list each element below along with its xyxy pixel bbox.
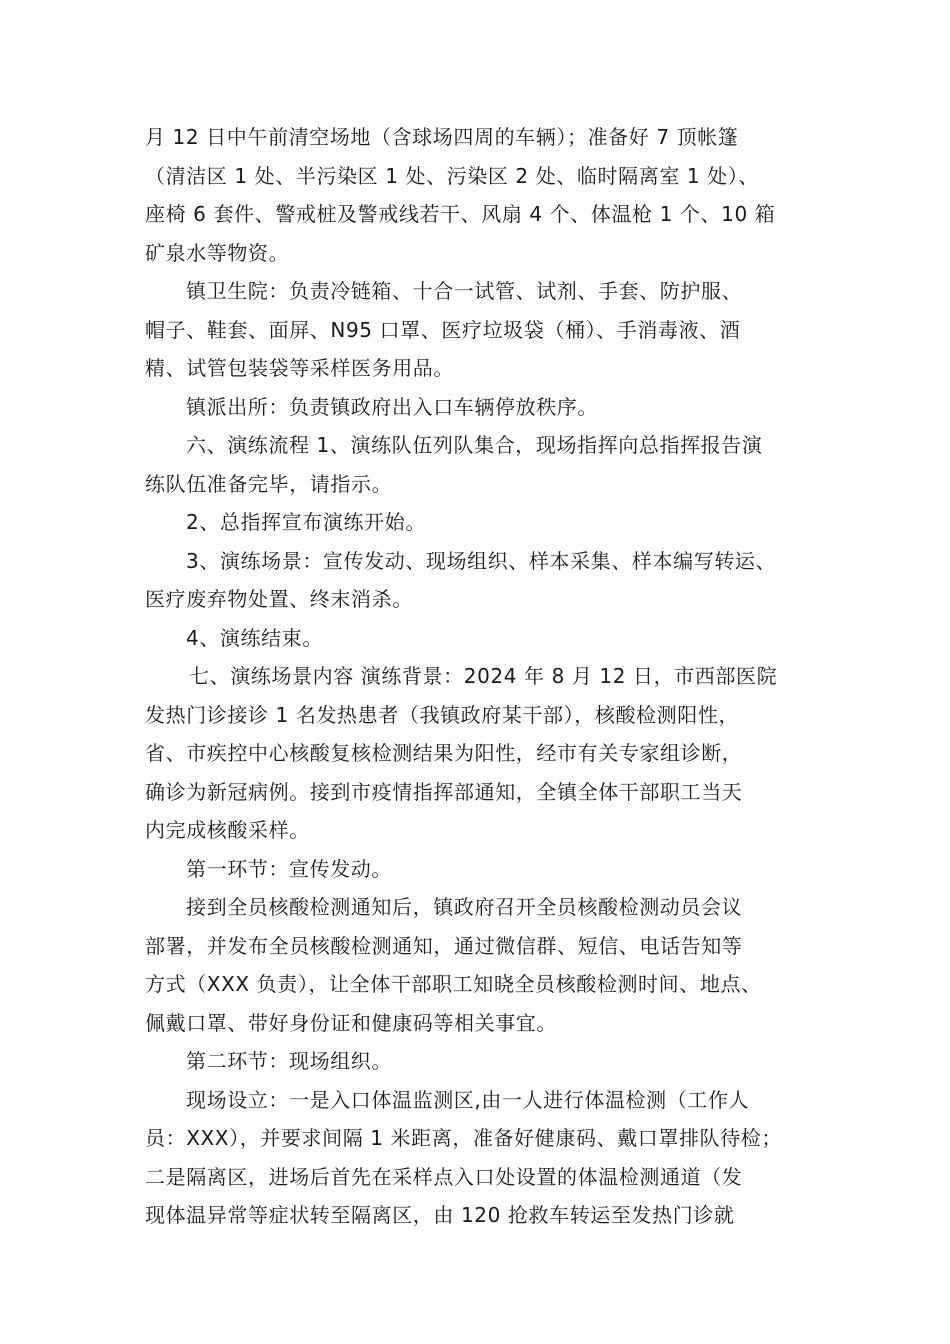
paragraph-notice-first-line: 接到全员核酸检测通知后，镇政府召开全员核酸检测动员会议 [186, 895, 743, 919]
section-six-heading: 六、演练流程 1、演练队伍列队集合，现场指挥向总指挥报告演 [186, 433, 763, 457]
text-line: 方式（XXX 负责），让全体干部职工知晓全员核酸检测时间、地点、 [145, 972, 762, 996]
stage-one-heading: 第一环节：宣传发动。 [186, 856, 392, 881]
text-line: 矿泉水等物资。 [145, 240, 290, 265]
text-line: 佩戴口罩、带好身份证和健康码等相关事宜。 [145, 1010, 557, 1035]
text-line: 员：XXX），并要求间隔 1 米距离，准备好健康码、戴口罩排队待检； [145, 1126, 782, 1150]
step-four: 4、演练结束。 [186, 625, 323, 650]
text-line: 帽子、鞋套、面屏、N95 口罩、医疗垃圾袋（桶）、手消毒液、酒 [145, 317, 741, 342]
text-line: 医疗废弃物处置、终末消杀。 [145, 587, 413, 611]
step-three: 3、演练场景：宣传发动、现场组织、样本采集、样本编写转运、 [186, 548, 777, 573]
text-line: 月 12 日中午前清空场地（含球场四周的车辆）；准备好 7 顶帐篷 [145, 125, 739, 149]
paragraph-site-setup-first-line: 现场设立：一是入口体温监测区,由一人进行体温检测（工作人 [186, 1087, 750, 1112]
stage-two-heading: 第二环节：现场组织。 [186, 1049, 392, 1073]
text-line: 省、市疾控中心核酸复核检测结果为阳性，经市有关专家组诊断， [145, 741, 743, 765]
text-line: 精、试管包装袋等采样医务用品。 [145, 356, 454, 380]
paragraph-police-station: 镇派出所：负责镇政府出入口车辆停放秩序。 [186, 394, 598, 419]
document-body [145, 118, 835, 1235]
text-line: （清洁区 1 处、半污染区 1 处、污染区 2 处、临时隔离室 1 处）、 [145, 163, 759, 188]
text-line: 部署，并发布全员核酸检测通知，通过微信群、短信、电话告知等 [145, 933, 743, 958]
paragraph-clinic-first-line: 镇卫生院：负责冷链箱、十合一试管、试剂、手套、防护服、 [186, 279, 743, 303]
section-seven-heading: 七、演练场景内容 演练背景：2024 年 8 月 12 日，市西部医院 [189, 664, 778, 688]
text-line: 座椅 6 套件、警戒桩及警戒线若干、风扇 4 个、体温枪 1 个、10 箱 [145, 202, 776, 226]
text-line: 内完成核酸采样。 [145, 818, 310, 842]
text-line: 现体温异常等症状转至隔离区，由 120 抢救车转运至发热门诊就 [145, 1203, 735, 1227]
text-line: 练队伍准备完毕，请指示。 [145, 471, 393, 496]
step-two: 2、总指挥宣布演练开始。 [186, 510, 426, 534]
text-line: 二是隔离区，进场后首先在采样点入口处设置的体温检测通道（发 [145, 1164, 743, 1189]
text-line: 确诊为新冠病例。接到市疫情指挥部通知，全镇全体干部职工当天 [145, 779, 743, 804]
text-line: 发热门诊接诊 1 名发热患者（我镇政府某干部），核酸检测阳性， [145, 702, 740, 727]
